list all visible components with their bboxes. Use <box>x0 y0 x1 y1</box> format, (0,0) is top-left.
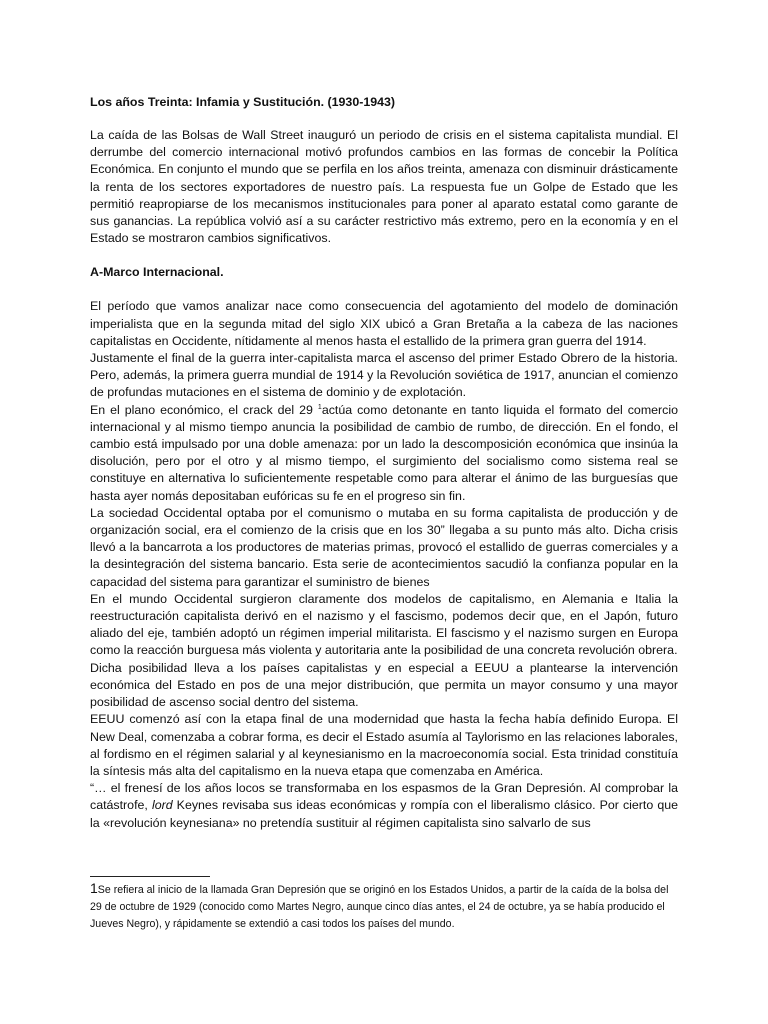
paragraph-1: El período que vamos analizar nace como consecuencia del agotamiento del modelo de dominación imperialista que en la segunda mitad del siglo XIX ubicó a Gran Bretaña a la cabeza de las naciones capitalistas en Occidente, nítidamente al menos hasta el estallido de la primera gran guerra del 1914. <box>90 299 678 348</box>
footnote-number: 1 <box>90 880 98 896</box>
paragraph-2: Justamente el final de la guerra inter-capitalista marca el ascenso del primer Estado Obrero de la historia. Pero, además, la primera guerra mundial de 1914 y la Revolución soviética de 1917, anuncian el comienzo de profundas mutaciones en el sistema de dominio y de explotación. <box>90 351 678 400</box>
paragraph-8-italic: lord <box>151 798 173 813</box>
section-heading: A-Marco Internacional. <box>90 265 224 280</box>
paragraph-3-text-a: En el plano económico, el crack del 29 <box>90 402 318 417</box>
document-title: Los años Treinta: Infamia y Sustitución. (1930-1943) <box>90 95 396 109</box>
paragraph-6: Dicha posibilidad lleva a los países capitalistas y en especial a EEUU a plantearse la intervención económica del Estado en pos de una mejor distribución, que permita un mayor consumo y una mayor posibilidad de ascenso social dentro del sistema. <box>90 660 678 710</box>
paragraph-7: EEUU comenzó así con la etapa final de una modernidad que hasta la fecha había definido Europa. El New Deal, comenzaba a cobrar forma, es decir el Estado asumía al Taylorismo en las relaciones laborales, al fordismo en el régimen salarial y al keynesianismo en la macroeconomía social. Esta trinidad constituía la síntesis más alta del capitalismo en la nueva etapa que comenzaba en América. <box>90 712 678 778</box>
paragraph-3 <box>90 402 678 505</box>
paragraph-8-text-b: Keynes revisaba sus ideas económicas y rompía con el liberalismo clásico. Por cierto que la «revolución keynesiana» no pretendía sustituir al régimen capitalista sino salvarlo de sus <box>90 798 679 830</box>
paragraph-8 <box>90 780 678 832</box>
paragraph-5: En el mundo Occidental surgieron claramente dos modelos de capitalismo, en Alemania e Italia la reestructuración capitalista derivó en el nazismo y el fascismo, podemos decir que, en el Japón, futuro aliado del eje, también adoptó un régimen imperial militarista. El fascismo y el nazismo surgen en Europa como la reacción burguesa más violenta y autoritaria ante la posibilidad de una concreta revolución obrera. <box>90 591 678 658</box>
footnote-text: Se refiera al inicio de la llamada Gran Depresión que se originó en los Estados Unidos, a partir de la caída de la bolsa del 29 de octubre de 1929 (conocido como Martes Negro, aunque cinco días antes, el 24 de octubre, ya se había producido el Jueves Negro), y rápidamente se extendió a casi todos los países del mundo. <box>90 884 669 930</box>
footnote-separator <box>90 876 210 877</box>
intro-paragraph: La caída de las Bolsas de Wall Street inauguró un periodo de crisis en el sistema capitalista mundial. El derrumbe del comercio internacional motivó profundos cambios en las formas de concebir la Política Económica. En conjunto el mundo que se perfila en los años treinta, amenaza con disminuir drásticamente la renta de los sectores exportadores de nuestro país. La respuesta fue un Golpe de Estado que les permitió reapropiarse de los mecanismos institucionales para poner al aparato estatal como garante de sus ganancias. La república volvió así a su carácter restrictivo más extremo, pero en la economía y en el Estado se mostraron cambios significativos. <box>90 128 678 246</box>
paragraph-3-text-b: actúa como detonante en tanto liquida el formato del comercio internacional y al mismo tiempo anuncia la posibilidad de cambio de rumbo, de dirección. En el fondo, el cambio está impulsado por una doble amenaza: por un lado la descomposición económica que insinúa la disolución, pero por el otro y al mismo tiempo, el surgimiento del socialismo como sistema real se constituye en alternativa lo suficientemente respetable como para alterar el ánimo de las burguesías que hasta ayer nomás depositaban eufóricas su fe en el progreso sin fin. <box>90 402 678 503</box>
paragraph-8-text-a: “… el frenesí de los años locos se transformaba en los espasmos de la Gran Depresión. Al comprobar la catástrofe, <box>90 781 678 813</box>
footnote-reference[interactable]: 1 <box>317 403 322 411</box>
footnote <box>90 880 682 933</box>
paragraph-4: La sociedad Occidental optaba por el comunismo o mutaba en su forma capitalista de producción y de organización social, era el comienzo de la crisis que en los 30” llegaba a su punto más alto. Dicha crisis llevó a la bancarrota a los productores de materias primas, provocó el estallido de guerras comerciales y a la desintegración del sistema bancario. Esta serie de acontecimientos sacudió la confianza popular en la capacidad del sistema para garantizar el suministro de bienes <box>90 505 678 589</box>
